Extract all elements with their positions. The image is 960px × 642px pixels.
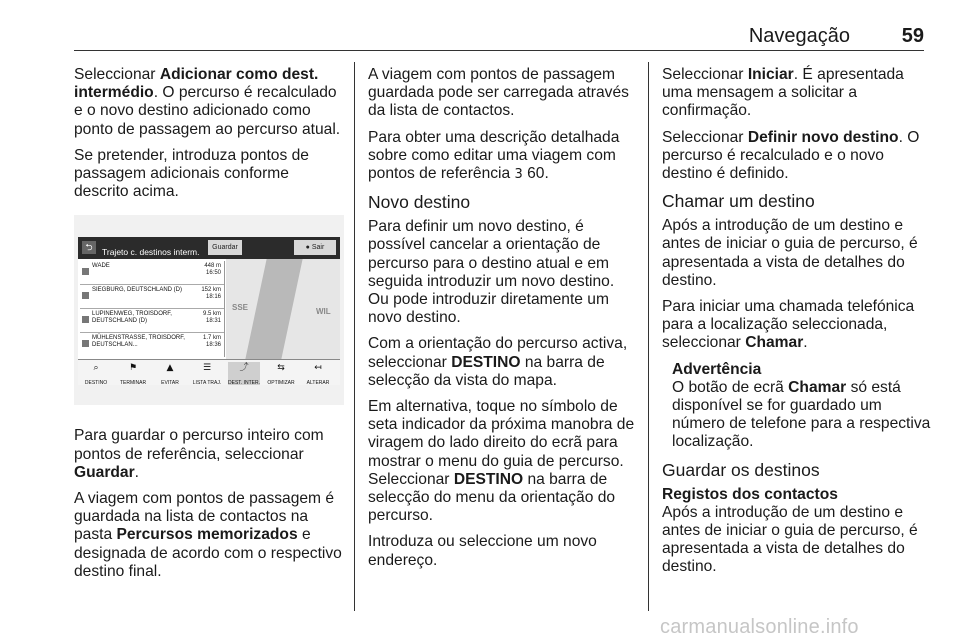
ui-term: Chamar (745, 334, 804, 352)
change-button[interactable] (302, 362, 334, 385)
page-number: 59 (901, 25, 924, 47)
change-icon: ↤ (314, 363, 322, 374)
list-item[interactable] (80, 333, 224, 356)
button-label: OPTIMIZAR (267, 380, 295, 386)
paragraph: Para definir um novo destino, é possível cancelar a orientação de percurso para o destino atual e em seguida introduzir um novo destino. Ou pode introduzir diretamente um novo destino. (368, 218, 615, 327)
destination-icon (82, 340, 89, 347)
column-3 (662, 66, 932, 584)
text: Para obter uma descrição detalhada sobre como editar uma viagem com pontos de referência (368, 128, 620, 183)
arrival-time: 18:16 (205, 294, 221, 301)
list-item-name: LUPINENWEG, TROISDORF, DEUTSCHLAND (D) (92, 311, 172, 325)
paragraph (368, 129, 636, 185)
map-label: SSE (232, 303, 249, 313)
paragraph: Se pretender, introduza pontos de passagem adicionais conforme descrito acima. (74, 146, 309, 201)
route-road (245, 259, 302, 359)
text: A viagem com pontos de passagem é guardada na lista de contactos na pasta (74, 490, 335, 544)
avoid-icon: ▲ (166, 363, 174, 374)
paragraph (662, 66, 932, 121)
distance: 448 m (204, 263, 221, 270)
text: 60. (522, 165, 549, 183)
column-divider (354, 62, 355, 611)
arrival-time: 18:31 (205, 318, 221, 325)
waypoint-list (80, 261, 225, 357)
column-divider (648, 62, 649, 611)
distance: 9.5 km (202, 311, 221, 318)
waypoint-button[interactable] (228, 362, 260, 385)
section-heading: Novo destino (368, 192, 471, 213)
text: . (803, 334, 808, 352)
selection-bar (78, 359, 340, 385)
page-header (74, 24, 924, 51)
optimize-icon: ⇆ (277, 363, 285, 374)
avoid-button[interactable] (154, 362, 186, 385)
list-item-meta (203, 335, 221, 349)
subsection-heading: Registos dos contactos (662, 485, 838, 503)
exit-button[interactable]: ● Sair (294, 240, 336, 255)
button-label: ALTERAR (306, 380, 330, 386)
ui-term: DESTINO (451, 353, 521, 371)
list-item[interactable] (80, 309, 224, 333)
paragraph: Introduza ou seleccione um novo endereço. (368, 533, 597, 569)
list-item-name: WADE (92, 263, 110, 270)
section-heading: Chamar um destino (662, 191, 815, 212)
distance: 152 km (201, 287, 221, 294)
list-item-name: MÜHLENSTRASSE, TROISDORF, DEUTSCHLAN... (92, 334, 185, 348)
text: . O percurso é recalculado e o novo destino adicionado como ponto de passagem ao percurso atual. (74, 84, 341, 138)
ui-term: Definir novo destino (747, 128, 899, 146)
nav-screen (78, 237, 340, 385)
list-item-meta (204, 263, 221, 277)
back-icon[interactable]: ⮌ (82, 241, 96, 254)
destination-button[interactable] (80, 362, 112, 385)
map-label: WIL (316, 307, 331, 317)
button-label: DESTINO (84, 380, 108, 386)
search-icon: ⌕ (93, 363, 99, 374)
exit-label: Sair (311, 244, 325, 252)
screenshot-figure (74, 215, 344, 405)
screen-title: Trajeto c. destinos interm. (102, 247, 200, 258)
text: . O percurso é recalculado e o novo destino é definido. (662, 128, 920, 183)
text: Seleccionar (74, 66, 160, 83)
destination-icon (82, 292, 89, 299)
destination-icon (82, 268, 89, 275)
ui-term: DESTINO (453, 470, 524, 488)
text: Para iniciar uma chamada telefónica para a localização seleccionada, seleccionar (662, 298, 915, 352)
list-item-name: SIEGBURG, DEUTSCHLAND (D) (92, 287, 183, 294)
text: . É apresentada uma mensagem a solicitar a confirmação. (662, 66, 904, 120)
text: O botão de ecrã (672, 378, 789, 396)
section-heading: Guardar os destinos (662, 459, 820, 480)
waypoint-icon: ⤴ (239, 363, 249, 374)
ui-term: Percursos memorizados (116, 526, 298, 544)
arrival-time: 18:36 (205, 341, 221, 348)
arrival-time: 16:50 (205, 270, 221, 277)
button-label: DEST. INTER. (228, 380, 260, 386)
ui-term: Adicionar como dest. intermédio (74, 66, 319, 102)
reference-arrow-icon: 3 (514, 167, 523, 183)
destination-icon (82, 316, 89, 323)
paragraph (368, 398, 636, 525)
list-item[interactable] (80, 261, 224, 285)
paragraph (74, 490, 344, 581)
page-title: Navegação (748, 25, 850, 47)
watermark: carmanualsonline.info (660, 616, 859, 638)
list-item-meta (203, 311, 221, 325)
column-1 (74, 66, 344, 589)
paragraph (74, 427, 344, 482)
flag-icon: ⚑ (128, 363, 138, 374)
ui-term: Guardar (74, 463, 135, 481)
ui-term: Iniciar (747, 66, 794, 83)
list-item-meta (201, 287, 221, 301)
note-box (672, 361, 932, 452)
terminate-button[interactable] (117, 362, 149, 385)
text: Seleccionar (662, 128, 748, 146)
map-view[interactable] (226, 259, 340, 359)
text: só está disponível se for guardado um número de telefone para a respectiva localização. (672, 378, 931, 451)
text: Para guardar o percurso inteiro com pontos de referência, seleccionar (74, 427, 324, 463)
route-list-button[interactable] (191, 362, 223, 385)
paragraph (74, 66, 344, 139)
list-icon: ☰ (202, 363, 212, 374)
text: Em alternativa, toque no símbolo de seta indicador da próxima manobra de viragem do lado direito do ecrã para mostrar o menu do guia de percurso. Seleccionar (368, 398, 635, 488)
text: Seleccionar (662, 66, 748, 83)
screen-topbar (78, 237, 340, 259)
column-2 (368, 66, 636, 578)
button-label: TERMINAR (119, 380, 147, 386)
text: na barra de selecção da vista do mapa. (368, 353, 605, 389)
text: . (134, 463, 140, 481)
paragraph: Após a introdução de um destino e antes de iniciar o guia de percurso, é apresentada a vista de detalhes do destino. (662, 503, 918, 576)
text: e designada de acordo com o respectivo destino final. (74, 526, 342, 580)
ui-term: Chamar (788, 378, 847, 396)
paragraph: Após a introdução de um destino e antes de iniciar o guia de percurso, é apresentada a vista de detalhes do destino. (662, 217, 918, 289)
paragraph (662, 129, 932, 184)
text: na barra de selecção do menu da orientação do percurso. (368, 470, 616, 525)
button-label: EVITAR (161, 380, 179, 386)
save-button[interactable]: Guardar (208, 240, 242, 255)
optimize-button[interactable] (265, 362, 297, 385)
note-title: Advertência (672, 360, 762, 378)
text: Com a orientação do percurso activa, seleccionar (368, 335, 628, 371)
paragraph (662, 298, 932, 353)
list-item[interactable] (80, 285, 224, 309)
button-label: LISTA TRAJ. (192, 380, 222, 386)
paragraph (368, 335, 636, 390)
paragraph: A viagem com pontos de passagem guardada pode ser carregada através da lista de contactos. (368, 66, 629, 120)
distance: 1.7 km (202, 334, 221, 341)
